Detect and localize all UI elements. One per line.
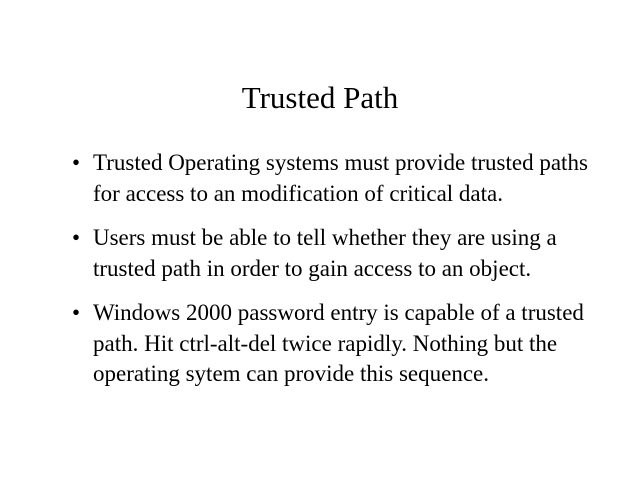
bullet-text: Windows 2000 password entry is capable of a trusted path. Hit ctrl-alt-del twice rapidly. Nothing but the operating sytem can provide this sequence. (93, 300, 584, 386)
bullet-text: Users must be able to tell whether they are using a trusted path in order to gain access to an object. (93, 225, 557, 281)
bullet-icon: • (72, 150, 81, 175)
bullet-text: Trusted Operating systems must provide trusted paths for access to an modification of critical data. (93, 150, 588, 206)
bullet-item (70, 223, 590, 284)
bullet-icon: • (72, 300, 81, 325)
slide-title: Trusted Path (241, 80, 399, 115)
bullet-icon: • (72, 225, 81, 250)
bullet-list (70, 148, 590, 404)
bullet-item (70, 298, 590, 390)
bullet-item (70, 148, 590, 209)
